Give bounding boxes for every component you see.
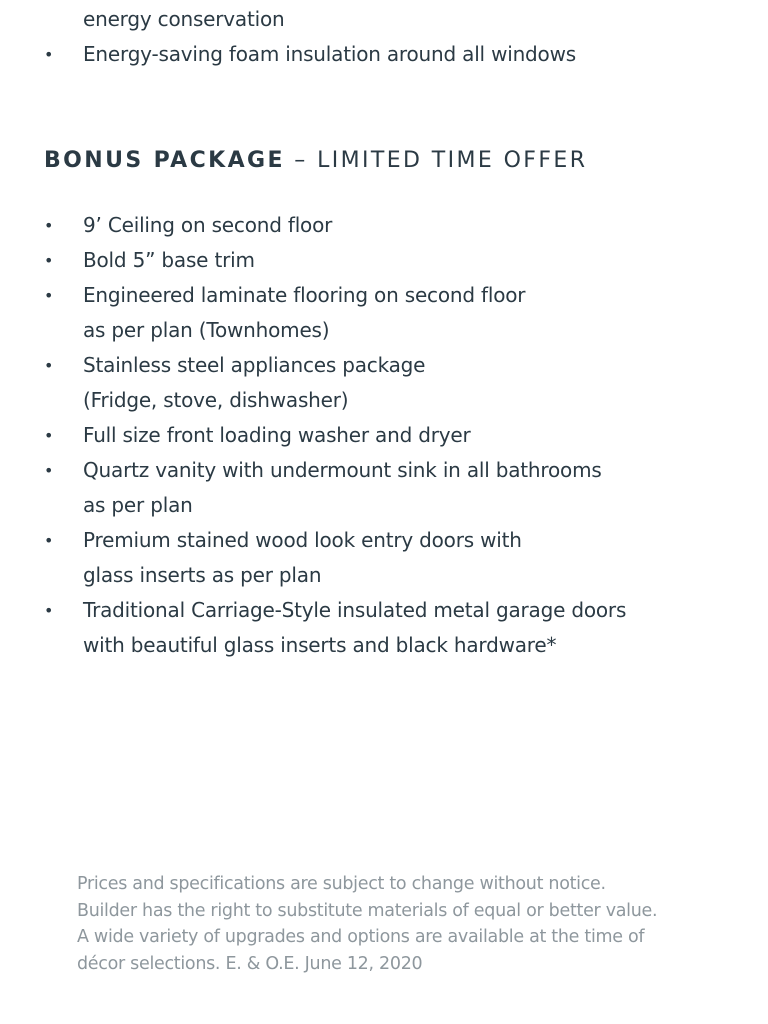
bullet-icon: • (44, 356, 54, 375)
list-item-text-continued: with beautiful glass inserts and black hardware* (83, 633, 557, 657)
list-item-text: Engineered laminate flooring on second floor (83, 283, 526, 307)
list-item-text: Traditional Carriage-Style insulated metal garage doors (83, 598, 627, 622)
list-item-text: Stainless steel appliances package (83, 353, 426, 377)
heading-title: BONUS PACKAGE (44, 148, 285, 173)
list-item-text: 9’ Ceiling on second floor (83, 213, 333, 237)
list-item-text: Bold 5” base trim (83, 248, 255, 272)
features-list-continued (0, 2, 576, 72)
disclaimer-line: A wide variety of upgrades and options are available at the time of (77, 927, 645, 947)
list-item (0, 453, 626, 523)
list-item (0, 243, 626, 278)
list-item (0, 208, 626, 243)
list-item (0, 593, 626, 663)
list-item-text: Quartz vanity with undermount sink in all bathrooms (83, 458, 602, 482)
bullet-icon: • (44, 251, 54, 270)
heading-subtitle: – LIMITED TIME OFFER (284, 148, 588, 173)
list-item-text-continued: as per plan (83, 493, 193, 517)
bullet-icon: • (44, 531, 54, 550)
disclaimer-line: décor selections. E. & O.E. June 12, 2020 (77, 953, 423, 974)
bullet-icon: • (44, 426, 54, 445)
bullet-icon: • (44, 601, 54, 620)
list-item (0, 523, 626, 593)
bullet-icon: • (44, 216, 54, 235)
list-item (0, 418, 626, 453)
list-item (0, 37, 576, 72)
list-item-text-continued: as per plan (Townhomes) (83, 318, 330, 342)
features-list (0, 37, 576, 72)
continued-item-text: energy conservation (83, 7, 285, 31)
bullet-icon: • (44, 45, 54, 64)
list-item-text: Energy-saving foam insulation around all windows (83, 42, 576, 66)
list-item-text: Full size front loading washer and dryer (83, 423, 471, 447)
section-heading (44, 148, 587, 173)
disclaimer-line: Prices and specifications are subject to change without notice. (77, 874, 606, 894)
list-item (0, 278, 626, 348)
bullet-icon: • (44, 461, 54, 480)
bullet-icon: • (44, 286, 54, 305)
list-item-text: Premium stained wood look entry doors with (83, 528, 522, 552)
bonus-package-list (0, 208, 626, 663)
disclaimer-line: Builder has the right to substitute materials of equal or better value. (77, 900, 658, 921)
disclaimer-text (77, 871, 657, 977)
list-item (0, 348, 626, 418)
list-item-text-continued: (Fridge, stove, dishwasher) (83, 388, 349, 412)
list-item-text-continued: glass inserts as per plan (83, 563, 322, 587)
